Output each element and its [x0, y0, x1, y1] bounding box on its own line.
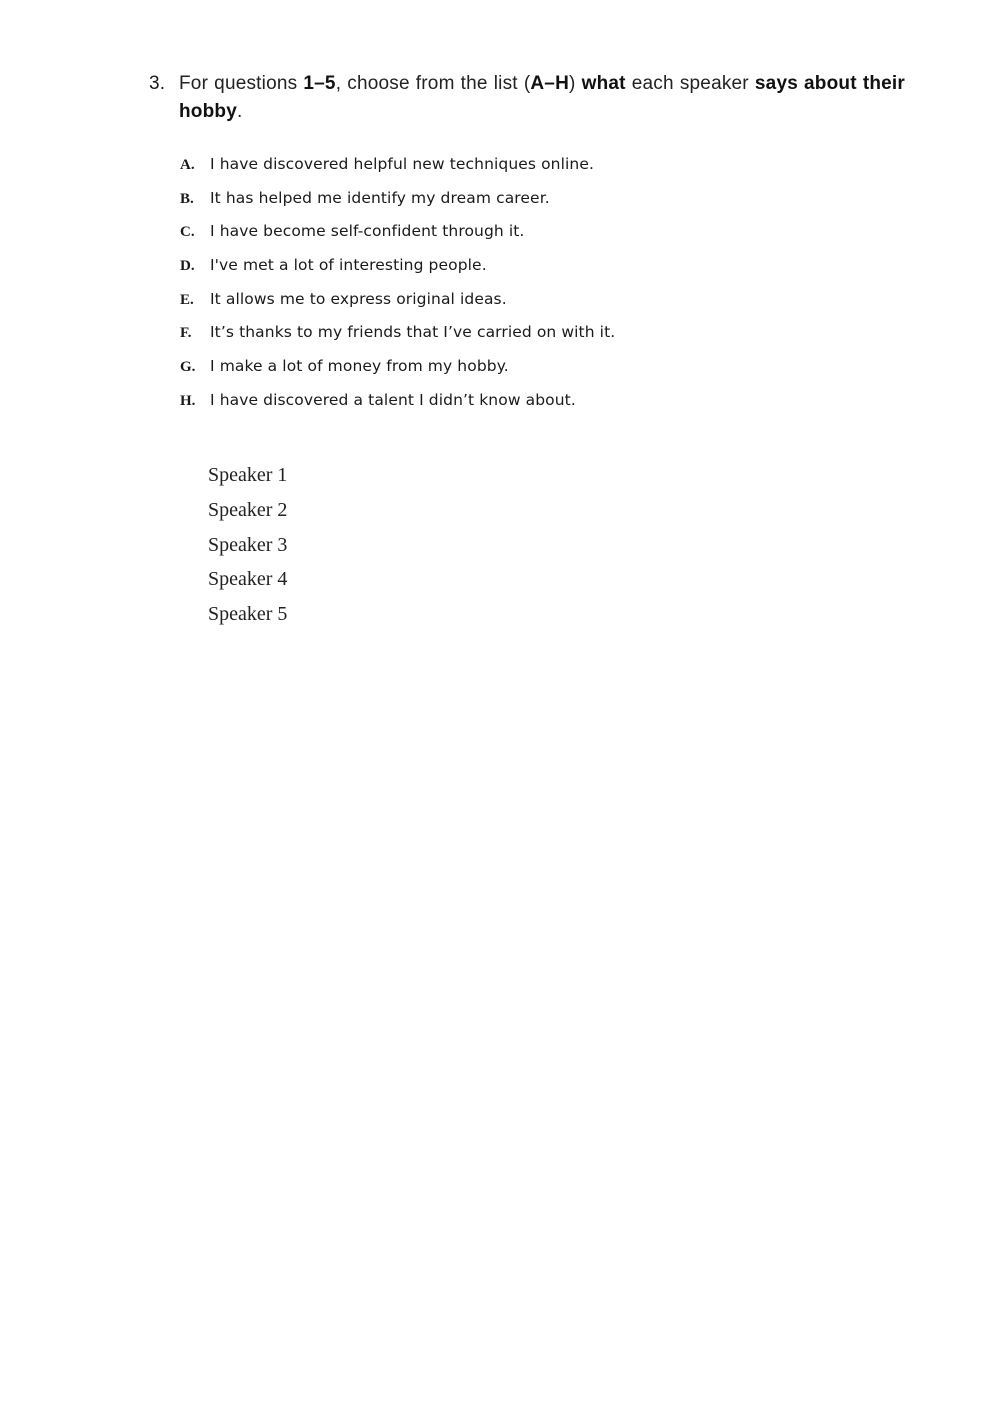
- option-letter: E.: [180, 291, 194, 308]
- speaker-3-label: Speaker 3: [208, 533, 288, 556]
- option-text: I have become self-confident through it.: [210, 222, 525, 241]
- question-text-part: , choose from the list (: [335, 73, 531, 94]
- question-text-part-bold: A–H: [530, 73, 569, 94]
- option-letter: A.: [180, 157, 195, 173]
- answer-options-list: [180, 155, 615, 425]
- speakers-list: [208, 458, 287, 632]
- option-c: [180, 222, 615, 256]
- speaker-5-label: Speaker 5: [208, 603, 288, 626]
- option-h: [180, 391, 615, 425]
- option-text: It’s thanks to my friends that I’ve carried on with it.: [210, 323, 616, 342]
- question-prompt: [149, 70, 905, 126]
- question-text-part: each speaker: [625, 73, 755, 94]
- question-number: 3.: [149, 73, 166, 94]
- option-text: I've met a lot of interesting people.: [210, 256, 487, 275]
- option-letter: C.: [180, 224, 195, 241]
- question-text-part: For questions: [179, 73, 304, 94]
- option-g: [180, 357, 615, 391]
- question-text-part-bold: what: [581, 73, 626, 94]
- question-text-part: ): [568, 73, 582, 94]
- speaker-2-label: Speaker 2: [208, 498, 288, 521]
- option-d: [180, 256, 615, 290]
- option-letter: H.: [180, 392, 196, 409]
- question-text: [179, 70, 905, 126]
- question-text-part-bold: says about their hobby: [179, 73, 906, 122]
- option-letter: D.: [180, 258, 195, 275]
- option-letter: G.: [180, 359, 196, 376]
- option-e: [180, 290, 615, 324]
- option-text: I have discovered a talent I didn’t know about.: [210, 390, 576, 409]
- speaker-1-label: Speaker 1: [208, 464, 288, 486]
- option-text: It allows me to express original ideas.: [210, 289, 507, 308]
- question-text-part-bold: 1–5: [303, 73, 336, 94]
- option-b: [180, 189, 615, 223]
- option-a: [180, 155, 615, 189]
- option-text: It has helped me identify my dream career.: [210, 188, 550, 207]
- option-letter: F.: [180, 325, 192, 342]
- option-text: I make a lot of money from my hobby.: [210, 357, 509, 376]
- option-letter: B.: [180, 190, 194, 207]
- speaker-4-label: Speaker 4: [208, 568, 288, 591]
- question-text-part: .: [237, 101, 243, 122]
- option-f: [180, 323, 615, 357]
- option-text: I have discovered helpful new techniques online.: [210, 155, 595, 173]
